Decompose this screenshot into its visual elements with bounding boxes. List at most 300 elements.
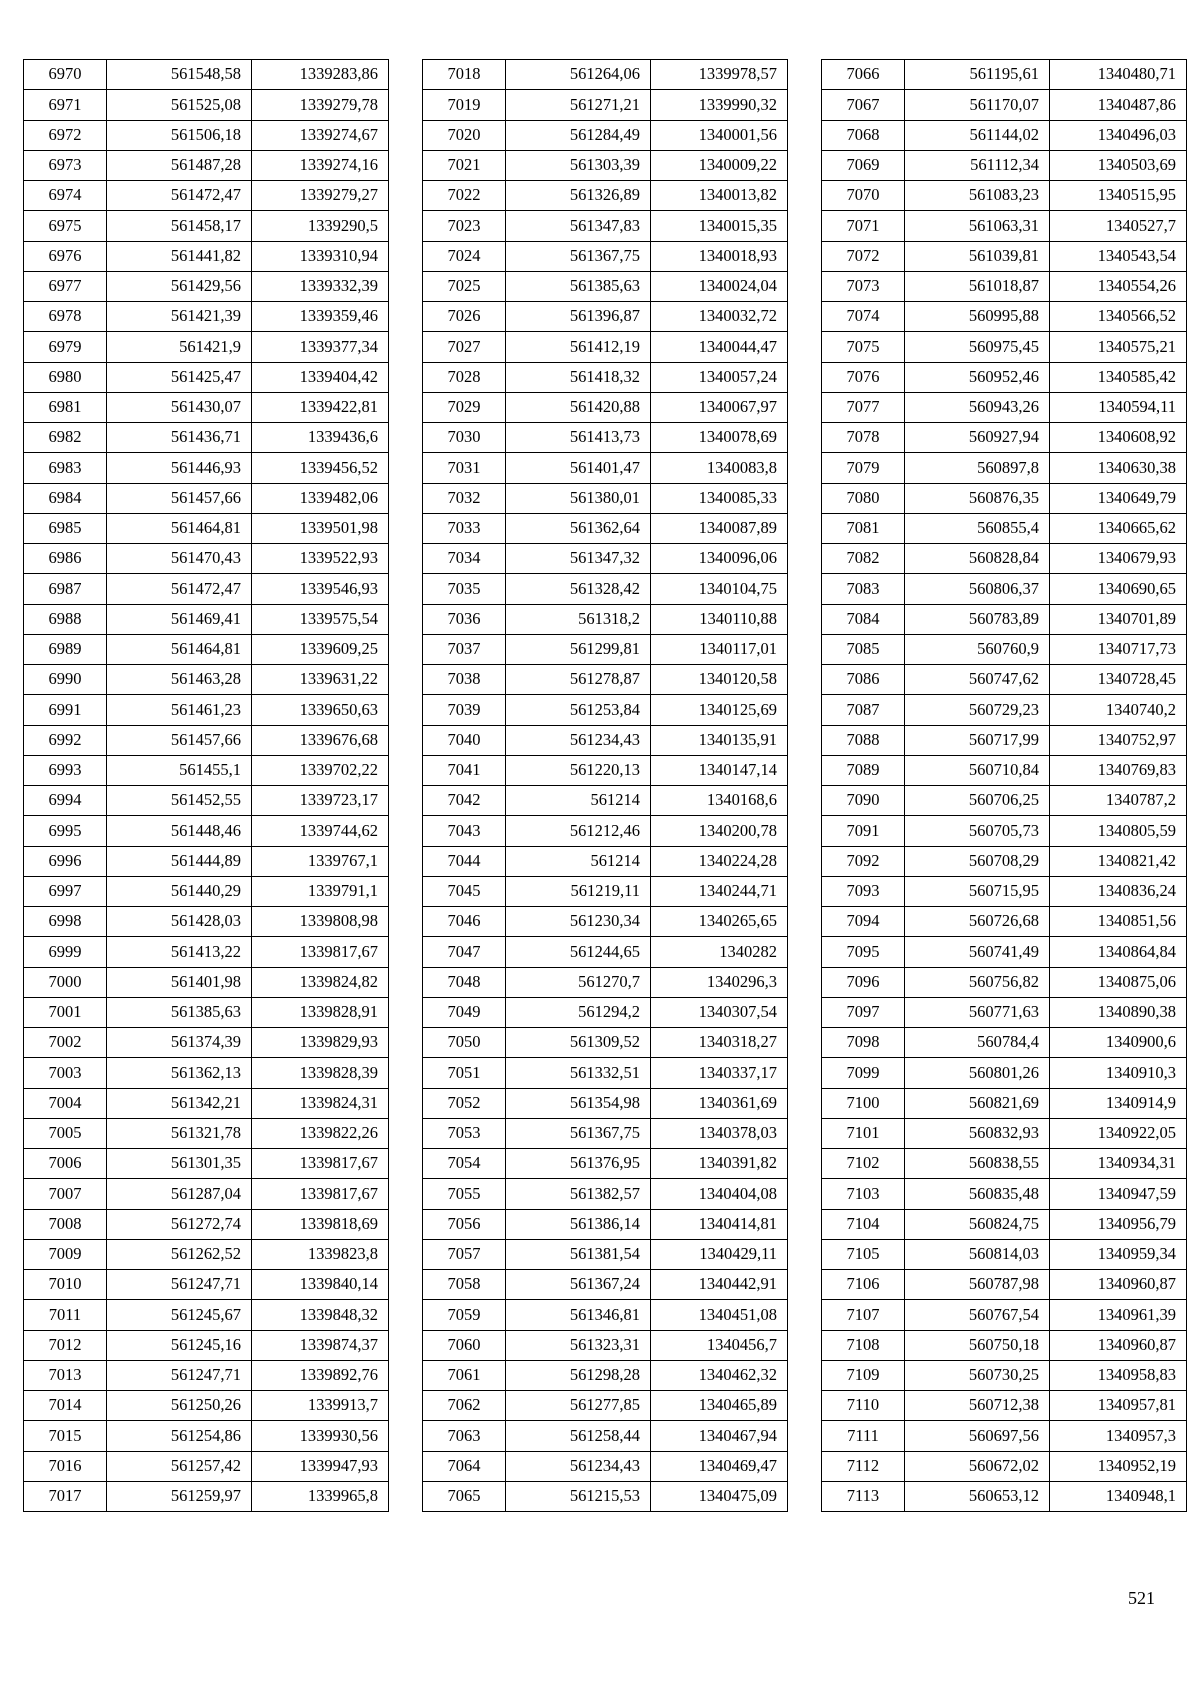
x-coordinate-cell: 560824,75 — [905, 1209, 1050, 1239]
x-coordinate-cell: 560653,12 — [905, 1481, 1050, 1511]
x-coordinate-cell: 561298,28 — [506, 1360, 651, 1390]
table-row — [822, 1360, 1187, 1390]
table-row — [24, 695, 389, 725]
table-row — [24, 937, 389, 967]
table-row — [24, 1239, 389, 1269]
y-coordinate-cell: 1340429,11 — [651, 1239, 788, 1269]
table-row — [423, 1028, 788, 1058]
y-coordinate-cell: 1340361,69 — [651, 1088, 788, 1118]
y-coordinate-cell: 1340717,73 — [1050, 634, 1187, 664]
point-number-cell: 7046 — [423, 907, 506, 937]
x-coordinate-cell: 560943,26 — [905, 392, 1050, 422]
point-number-cell: 7087 — [822, 695, 905, 725]
x-coordinate-cell: 561144,02 — [905, 120, 1050, 150]
x-coordinate-cell: 561214 — [506, 846, 651, 876]
y-coordinate-cell: 1340057,24 — [651, 362, 788, 392]
table-row — [423, 483, 788, 513]
table-row — [24, 574, 389, 604]
point-number-cell: 7094 — [822, 907, 905, 937]
y-coordinate-cell: 1339744,62 — [252, 816, 389, 846]
y-coordinate-cell: 1340085,33 — [651, 483, 788, 513]
y-coordinate-cell: 1339279,27 — [252, 181, 389, 211]
point-number-cell: 7014 — [24, 1391, 107, 1421]
y-coordinate-cell: 1340442,91 — [651, 1270, 788, 1300]
point-number-cell: 7056 — [423, 1209, 506, 1239]
x-coordinate-cell: 560726,68 — [905, 907, 1050, 937]
point-number-cell: 7106 — [822, 1270, 905, 1300]
x-coordinate-cell: 561452,55 — [107, 786, 252, 816]
x-coordinate-cell: 560828,84 — [905, 544, 1050, 574]
table-row — [822, 181, 1187, 211]
x-coordinate-cell: 561346,81 — [506, 1300, 651, 1330]
table-row — [822, 695, 1187, 725]
point-number-cell: 7111 — [822, 1421, 905, 1451]
x-coordinate-cell: 560712,38 — [905, 1391, 1050, 1421]
table-row — [423, 816, 788, 846]
point-number-cell: 7113 — [822, 1481, 905, 1511]
y-coordinate-cell: 1339609,25 — [252, 634, 389, 664]
y-coordinate-cell: 1340947,59 — [1050, 1179, 1187, 1209]
point-number-cell: 7041 — [423, 755, 506, 785]
table-row — [24, 1028, 389, 1058]
point-number-cell: 7095 — [822, 937, 905, 967]
y-coordinate-cell: 1340224,28 — [651, 846, 788, 876]
table-row — [24, 755, 389, 785]
point-number-cell: 7104 — [822, 1209, 905, 1239]
y-coordinate-cell: 1340067,97 — [651, 392, 788, 422]
x-coordinate-cell: 560806,37 — [905, 574, 1050, 604]
point-number-cell: 6974 — [24, 181, 107, 211]
table-row — [423, 574, 788, 604]
x-coordinate-cell: 560710,84 — [905, 755, 1050, 785]
table-row — [822, 574, 1187, 604]
y-coordinate-cell: 1339823,8 — [252, 1239, 389, 1269]
y-coordinate-cell: 1339848,32 — [252, 1300, 389, 1330]
y-coordinate-cell: 1340649,79 — [1050, 483, 1187, 513]
x-coordinate-cell: 561212,46 — [506, 816, 651, 846]
y-coordinate-cell: 1339482,06 — [252, 483, 389, 513]
point-number-cell: 7099 — [822, 1058, 905, 1088]
table-row — [423, 362, 788, 392]
point-number-cell: 7057 — [423, 1239, 506, 1269]
table-row — [822, 1421, 1187, 1451]
point-number-cell: 7032 — [423, 483, 506, 513]
y-coordinate-cell: 1339817,67 — [252, 937, 389, 967]
x-coordinate-cell: 561385,63 — [506, 271, 651, 301]
table-row — [24, 1149, 389, 1179]
y-coordinate-cell: 1340282 — [651, 937, 788, 967]
x-coordinate-cell: 560975,45 — [905, 332, 1050, 362]
y-coordinate-cell: 1340391,82 — [651, 1149, 788, 1179]
y-coordinate-cell: 1339359,46 — [252, 302, 389, 332]
x-coordinate-cell: 561472,47 — [107, 574, 252, 604]
x-coordinate-cell: 561385,63 — [107, 997, 252, 1027]
y-coordinate-cell: 1339930,56 — [252, 1421, 389, 1451]
table-body — [423, 60, 788, 1512]
y-coordinate-cell: 1339840,14 — [252, 1270, 389, 1300]
point-number-cell: 7039 — [423, 695, 506, 725]
x-coordinate-cell: 561253,84 — [506, 695, 651, 725]
point-number-cell: 6973 — [24, 150, 107, 180]
x-coordinate-cell: 561215,53 — [506, 1481, 651, 1511]
y-coordinate-cell: 1340900,6 — [1050, 1028, 1187, 1058]
point-number-cell: 7015 — [24, 1421, 107, 1451]
y-coordinate-cell: 1340318,27 — [651, 1028, 788, 1058]
table-row — [24, 1118, 389, 1148]
x-coordinate-cell: 561401,98 — [107, 967, 252, 997]
x-coordinate-cell: 561323,31 — [506, 1330, 651, 1360]
y-coordinate-cell: 1340952,19 — [1050, 1451, 1187, 1481]
y-coordinate-cell: 1340475,09 — [651, 1481, 788, 1511]
point-number-cell: 7105 — [822, 1239, 905, 1269]
x-coordinate-cell: 560952,46 — [905, 362, 1050, 392]
x-coordinate-cell: 560715,95 — [905, 876, 1050, 906]
table-row — [423, 604, 788, 634]
point-number-cell: 7058 — [423, 1270, 506, 1300]
y-coordinate-cell: 1339990,32 — [651, 90, 788, 120]
x-coordinate-cell: 561347,32 — [506, 544, 651, 574]
point-number-cell: 7051 — [423, 1058, 506, 1088]
x-coordinate-cell: 560672,02 — [905, 1451, 1050, 1481]
y-coordinate-cell: 1339829,93 — [252, 1028, 389, 1058]
y-coordinate-cell: 1340948,1 — [1050, 1481, 1187, 1511]
point-number-cell: 7022 — [423, 181, 506, 211]
point-number-cell: 7090 — [822, 786, 905, 816]
y-coordinate-cell: 1339822,26 — [252, 1118, 389, 1148]
x-coordinate-cell: 561244,65 — [506, 937, 651, 967]
point-number-cell: 7062 — [423, 1391, 506, 1421]
table-row — [822, 271, 1187, 301]
point-number-cell: 7018 — [423, 60, 506, 90]
table-row — [423, 271, 788, 301]
x-coordinate-cell: 560741,49 — [905, 937, 1050, 967]
y-coordinate-cell: 1340168,6 — [651, 786, 788, 816]
point-number-cell: 7044 — [423, 846, 506, 876]
point-number-cell: 7029 — [423, 392, 506, 422]
y-coordinate-cell: 1340961,39 — [1050, 1300, 1187, 1330]
y-coordinate-cell: 1339377,34 — [252, 332, 389, 362]
table-row — [822, 241, 1187, 271]
table-row — [423, 211, 788, 241]
table-row — [822, 846, 1187, 876]
x-coordinate-cell: 561430,07 — [107, 392, 252, 422]
table-row — [423, 634, 788, 664]
point-number-cell: 7007 — [24, 1179, 107, 1209]
y-coordinate-cell: 1340594,11 — [1050, 392, 1187, 422]
x-coordinate-cell: 561413,22 — [107, 937, 252, 967]
table-row — [24, 120, 389, 150]
x-coordinate-cell: 560927,94 — [905, 423, 1050, 453]
table-row — [24, 1451, 389, 1481]
x-coordinate-cell: 561418,32 — [506, 362, 651, 392]
x-coordinate-cell: 561257,42 — [107, 1451, 252, 1481]
point-number-cell: 7035 — [423, 574, 506, 604]
table-row — [24, 1209, 389, 1239]
point-number-cell: 6994 — [24, 786, 107, 816]
table-row — [24, 1270, 389, 1300]
point-number-cell: 7053 — [423, 1118, 506, 1148]
x-coordinate-cell: 561321,78 — [107, 1118, 252, 1148]
x-coordinate-cell: 560838,55 — [905, 1149, 1050, 1179]
point-number-cell: 6983 — [24, 453, 107, 483]
table-row — [822, 120, 1187, 150]
table-row — [822, 1209, 1187, 1239]
table-row — [423, 1360, 788, 1390]
x-coordinate-cell: 560783,89 — [905, 604, 1050, 634]
x-coordinate-cell: 561506,18 — [107, 120, 252, 150]
y-coordinate-cell: 1339947,93 — [252, 1451, 389, 1481]
table-row — [24, 1421, 389, 1451]
point-number-cell: 7048 — [423, 967, 506, 997]
table-row — [423, 423, 788, 453]
y-coordinate-cell: 1340018,93 — [651, 241, 788, 271]
point-number-cell: 6976 — [24, 241, 107, 271]
point-number-cell: 7019 — [423, 90, 506, 120]
y-coordinate-cell: 1339501,98 — [252, 513, 389, 543]
point-number-cell: 7091 — [822, 816, 905, 846]
x-coordinate-cell: 561112,34 — [905, 150, 1050, 180]
x-coordinate-cell: 560730,25 — [905, 1360, 1050, 1390]
point-number-cell: 7068 — [822, 120, 905, 150]
x-coordinate-cell: 561234,43 — [506, 725, 651, 755]
y-coordinate-cell: 1340740,2 — [1050, 695, 1187, 725]
x-coordinate-cell: 561413,73 — [506, 423, 651, 453]
x-coordinate-cell: 561448,46 — [107, 816, 252, 846]
y-coordinate-cell: 1339817,67 — [252, 1179, 389, 1209]
point-number-cell: 7043 — [423, 816, 506, 846]
x-coordinate-cell: 561463,28 — [107, 665, 252, 695]
table-row — [24, 1481, 389, 1511]
x-coordinate-cell: 560787,98 — [905, 1270, 1050, 1300]
point-number-cell: 7098 — [822, 1028, 905, 1058]
table-row — [822, 1149, 1187, 1179]
x-coordinate-cell: 560832,93 — [905, 1118, 1050, 1148]
table-row — [822, 1451, 1187, 1481]
table-row — [423, 1058, 788, 1088]
point-number-cell: 7010 — [24, 1270, 107, 1300]
y-coordinate-cell: 1339274,16 — [252, 150, 389, 180]
point-number-cell: 7031 — [423, 453, 506, 483]
y-coordinate-cell: 1340875,06 — [1050, 967, 1187, 997]
x-coordinate-cell: 561446,93 — [107, 453, 252, 483]
point-number-cell: 6978 — [24, 302, 107, 332]
point-number-cell: 6985 — [24, 513, 107, 543]
table-row — [24, 211, 389, 241]
table-row — [24, 725, 389, 755]
point-number-cell: 7037 — [423, 634, 506, 664]
x-coordinate-cell: 561195,61 — [905, 60, 1050, 90]
x-coordinate-cell: 561272,74 — [107, 1209, 252, 1239]
point-number-cell: 6984 — [24, 483, 107, 513]
y-coordinate-cell: 1340960,87 — [1050, 1330, 1187, 1360]
point-number-cell: 7074 — [822, 302, 905, 332]
x-coordinate-cell: 561420,88 — [506, 392, 651, 422]
table-row — [423, 1239, 788, 1269]
y-coordinate-cell: 1339892,76 — [252, 1360, 389, 1390]
table-row — [822, 725, 1187, 755]
point-number-cell: 7109 — [822, 1360, 905, 1390]
table-row — [24, 967, 389, 997]
x-coordinate-cell: 560706,25 — [905, 786, 1050, 816]
point-number-cell: 7075 — [822, 332, 905, 362]
y-coordinate-cell: 1340554,26 — [1050, 271, 1187, 301]
table-row — [423, 241, 788, 271]
point-number-cell: 7017 — [24, 1481, 107, 1511]
y-coordinate-cell: 1339808,98 — [252, 907, 389, 937]
table-row — [423, 1270, 788, 1300]
y-coordinate-cell: 1340296,3 — [651, 967, 788, 997]
table-row — [24, 362, 389, 392]
point-number-cell: 7060 — [423, 1330, 506, 1360]
point-number-cell: 7027 — [423, 332, 506, 362]
table-row — [822, 634, 1187, 664]
y-coordinate-cell: 1339274,67 — [252, 120, 389, 150]
table-row — [24, 1058, 389, 1088]
table-row — [24, 1179, 389, 1209]
y-coordinate-cell: 1340462,32 — [651, 1360, 788, 1390]
table-row — [24, 876, 389, 906]
x-coordinate-cell: 560729,23 — [905, 695, 1050, 725]
table-row — [24, 392, 389, 422]
point-number-cell: 7089 — [822, 755, 905, 785]
table-row — [24, 60, 389, 90]
y-coordinate-cell: 1339702,22 — [252, 755, 389, 785]
point-number-cell: 7013 — [24, 1360, 107, 1390]
table-row — [24, 1330, 389, 1360]
point-number-cell: 7112 — [822, 1451, 905, 1481]
y-coordinate-cell: 1340679,93 — [1050, 544, 1187, 574]
table-row — [423, 695, 788, 725]
point-number-cell: 7107 — [822, 1300, 905, 1330]
point-number-cell: 7077 — [822, 392, 905, 422]
point-number-cell: 7069 — [822, 150, 905, 180]
point-number-cell: 7092 — [822, 846, 905, 876]
table-row — [423, 1179, 788, 1209]
y-coordinate-cell: 1340104,75 — [651, 574, 788, 604]
point-number-cell: 6979 — [24, 332, 107, 362]
x-coordinate-cell: 561250,26 — [107, 1391, 252, 1421]
point-number-cell: 7028 — [423, 362, 506, 392]
table-row — [822, 1028, 1187, 1058]
table-row — [423, 665, 788, 695]
table-row — [423, 1088, 788, 1118]
y-coordinate-cell: 1340083,8 — [651, 453, 788, 483]
point-number-cell: 7076 — [822, 362, 905, 392]
y-coordinate-cell: 1340469,47 — [651, 1451, 788, 1481]
x-coordinate-cell: 561367,24 — [506, 1270, 651, 1300]
point-number-cell: 7065 — [423, 1481, 506, 1511]
point-number-cell: 6995 — [24, 816, 107, 846]
point-number-cell: 7110 — [822, 1391, 905, 1421]
table-row — [423, 907, 788, 937]
point-number-cell: 6993 — [24, 755, 107, 785]
point-number-cell: 7033 — [423, 513, 506, 543]
y-coordinate-cell: 1339310,94 — [252, 241, 389, 271]
table-row — [423, 1451, 788, 1481]
table-row — [822, 483, 1187, 513]
x-coordinate-cell: 561271,21 — [506, 90, 651, 120]
table-row — [24, 1088, 389, 1118]
point-number-cell: 7108 — [822, 1330, 905, 1360]
point-number-cell: 7064 — [423, 1451, 506, 1481]
x-coordinate-cell: 561083,23 — [905, 181, 1050, 211]
point-number-cell: 6988 — [24, 604, 107, 634]
y-coordinate-cell: 1340496,03 — [1050, 120, 1187, 150]
table-row — [822, 1239, 1187, 1269]
y-coordinate-cell: 1339676,68 — [252, 725, 389, 755]
point-number-cell: 7050 — [423, 1028, 506, 1058]
table-row — [822, 453, 1187, 483]
point-number-cell: 7100 — [822, 1088, 905, 1118]
y-coordinate-cell: 1339404,42 — [252, 362, 389, 392]
x-coordinate-cell: 561270,7 — [506, 967, 651, 997]
point-number-cell: 7086 — [822, 665, 905, 695]
table-row — [423, 1391, 788, 1421]
y-coordinate-cell: 1340135,91 — [651, 725, 788, 755]
point-number-cell: 7054 — [423, 1149, 506, 1179]
point-number-cell: 7052 — [423, 1088, 506, 1118]
table-row — [822, 1391, 1187, 1421]
table-row — [423, 513, 788, 543]
table-row — [822, 60, 1187, 90]
table-row — [423, 332, 788, 362]
point-number-cell: 7059 — [423, 1300, 506, 1330]
x-coordinate-cell: 561374,39 — [107, 1028, 252, 1058]
table-row — [24, 907, 389, 937]
x-coordinate-cell: 561063,31 — [905, 211, 1050, 241]
table-row — [822, 786, 1187, 816]
point-number-cell: 6991 — [24, 695, 107, 725]
point-number-cell: 7071 — [822, 211, 905, 241]
y-coordinate-cell: 1339978,57 — [651, 60, 788, 90]
point-number-cell: 6986 — [24, 544, 107, 574]
x-coordinate-cell: 560784,4 — [905, 1028, 1050, 1058]
page-number: 521 — [1128, 1588, 1155, 1608]
y-coordinate-cell: 1340922,05 — [1050, 1118, 1187, 1148]
x-coordinate-cell: 561396,87 — [506, 302, 651, 332]
point-number-cell: 7023 — [423, 211, 506, 241]
x-coordinate-cell: 560876,35 — [905, 483, 1050, 513]
x-coordinate-cell: 561277,85 — [506, 1391, 651, 1421]
table-row — [24, 786, 389, 816]
x-coordinate-cell: 561318,2 — [506, 604, 651, 634]
y-coordinate-cell: 1340701,89 — [1050, 604, 1187, 634]
x-coordinate-cell: 561362,64 — [506, 513, 651, 543]
y-coordinate-cell: 1340728,45 — [1050, 665, 1187, 695]
y-coordinate-cell: 1340120,58 — [651, 665, 788, 695]
y-coordinate-cell: 1340752,97 — [1050, 725, 1187, 755]
y-coordinate-cell: 1340956,79 — [1050, 1209, 1187, 1239]
table-row — [423, 755, 788, 785]
point-number-cell: 7016 — [24, 1451, 107, 1481]
y-coordinate-cell: 1340117,01 — [651, 634, 788, 664]
y-coordinate-cell: 1339290,5 — [252, 211, 389, 241]
x-coordinate-cell: 561472,47 — [107, 181, 252, 211]
table-row — [423, 725, 788, 755]
x-coordinate-cell: 561219,11 — [506, 876, 651, 906]
point-number-cell: 7008 — [24, 1209, 107, 1239]
y-coordinate-cell: 1340585,42 — [1050, 362, 1187, 392]
point-number-cell: 6987 — [24, 574, 107, 604]
x-coordinate-cell: 560801,26 — [905, 1058, 1050, 1088]
y-coordinate-cell: 1339965,8 — [252, 1481, 389, 1511]
x-coordinate-cell: 561380,01 — [506, 483, 651, 513]
y-coordinate-cell: 1339456,52 — [252, 453, 389, 483]
y-coordinate-cell: 1340414,81 — [651, 1209, 788, 1239]
point-number-cell: 7049 — [423, 997, 506, 1027]
table-row — [423, 302, 788, 332]
x-coordinate-cell: 560821,69 — [905, 1088, 1050, 1118]
